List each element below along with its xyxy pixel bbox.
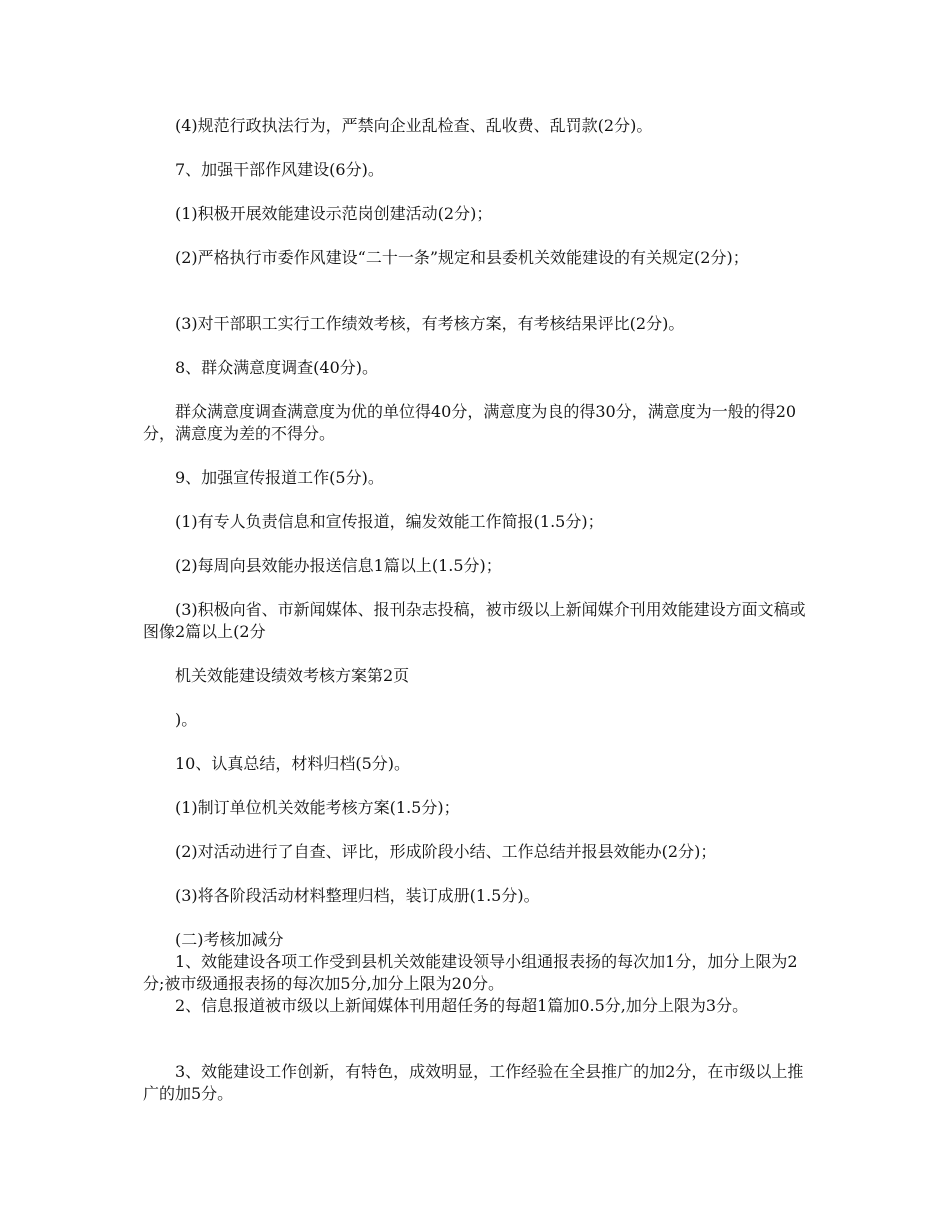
paragraph-item-3-archive: (3)将各阶段活动材料整理归档，装订成册(1.5分)。 bbox=[175, 886, 540, 905]
section-heading-8: 8、群众满意度调查(40分)。 bbox=[175, 358, 379, 377]
paragraph-item-1-demo-post: (1)积极开展效能建设示范岗创建活动(2分)； bbox=[175, 204, 493, 223]
paragraph-item-4-law-enforcement: (4)规范行政执法行为，严禁向企业乱检查、乱收费、乱罚款(2分)。 bbox=[175, 116, 653, 135]
paragraph-item-2-self-check: (2)对活动进行了自查、评比，形成阶段小结、工作总结并报县效能办(2分)； bbox=[175, 842, 717, 861]
paragraph-bonus-3: 3、效能建设工作创新，有特色，成效明显，工作经验在全县推广的加2分，在市级以上推广的加5分。 bbox=[143, 1062, 804, 1103]
section-heading-7: 7、加强干部作风建设(6分)。 bbox=[175, 160, 384, 179]
paragraph-item-3-performance-review: (3)对干部职工实行工作绩效考核，有考核方案，有考核结果评比(2分)。 bbox=[175, 314, 685, 333]
paragraph-bonus-2: 2、信息报道被市级以上新闻媒体刊用超任务的每超1篇加0.5分,加分上限为3分。 bbox=[175, 996, 749, 1015]
section-heading-bonus: (二)考核加减分 bbox=[175, 930, 284, 949]
paragraph-item-3-media-submission: (3)积极向省、市新闻媒体、报刊杂志投稿，被市级以上新闻媒介刊用效能建设方面文稿或图像2篇以上(2分 bbox=[143, 600, 806, 641]
paragraph-continuation: )。 bbox=[175, 710, 198, 729]
paragraph-item-2-work-style: (2)严格执行市委作风建设“二十一条”规定和县委机关效能建设的有关规定(2分)； bbox=[175, 248, 749, 267]
page-footer: 机关效能建设绩效考核方案第2页 bbox=[175, 666, 410, 685]
paragraph-satisfaction-scoring: 群众满意度调查满意度为优的单位得40分，满意度为良的得30分，满意度为一般的得20分，满意度为差的不得分。 bbox=[143, 402, 797, 443]
paragraph-bonus-1: 1、效能建设各项工作受到县机关效能建设领导小组通报表扬的每次加1分，加分上限为2分;被市级通报表扬的每次加5分,加分上限为20分。 bbox=[143, 952, 798, 993]
section-heading-10: 10、认真总结，材料归档(5分)。 bbox=[175, 754, 411, 773]
section-heading-9: 9、加强宣传报道工作(5分)。 bbox=[175, 468, 384, 487]
paragraph-item-1-plan: (1)制订单位机关效能考核方案(1.5分)； bbox=[175, 798, 460, 817]
paragraph-item-1-reporting: (1)有专人负责信息和宣传报道，编发效能工作简报(1.5分)； bbox=[175, 512, 604, 531]
paragraph-item-2-weekly-info: (2)每周向县效能办报送信息1篇以上(1.5分)； bbox=[175, 556, 502, 575]
